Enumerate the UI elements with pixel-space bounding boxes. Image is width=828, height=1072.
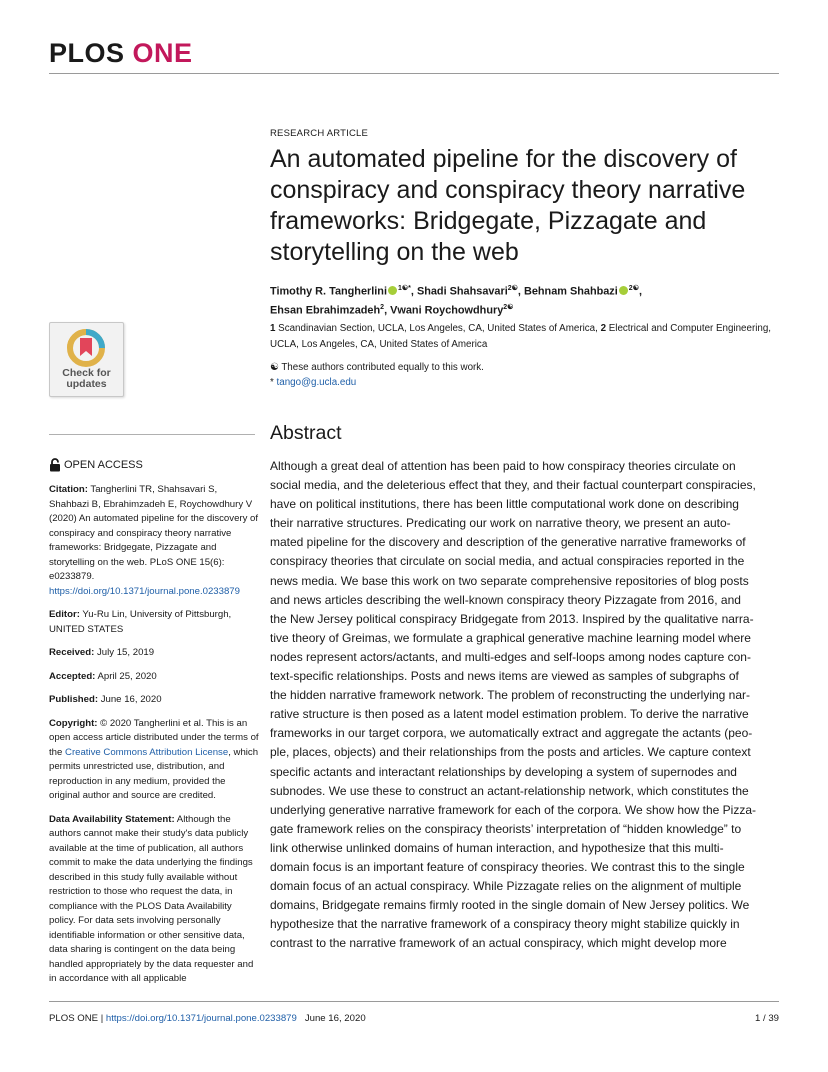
affiliation-2: Electrical and Computer Engineering, UCLA, Los Angeles, CA, United States of America <box>270 323 772 350</box>
abstract-line: Although a great deal of attention has been paid to how conspiracy theories circulate on <box>270 459 736 473</box>
data-availability-block <box>49 813 259 987</box>
affiliation-1: Scandinavian Section, UCLA, Los Angeles, CA, United States of America, <box>275 323 601 334</box>
page-number: 1 / 39 <box>754 1013 779 1024</box>
abstract-line: domains, Bridgegate remains firmly rooted in the single domain of New Jersey politics. We <box>270 898 750 913</box>
accepted-label: Accepted: <box>49 670 96 682</box>
author-name[interactable]: Shadi Shahsavari <box>416 285 508 298</box>
abstract-line: contrast to the narrative framework of an actual conspiracy, which might develop more <box>270 936 727 951</box>
footer-citation <box>49 1013 366 1024</box>
editor-block <box>49 608 259 637</box>
badge-line-2: updates <box>66 378 107 390</box>
copyright-text-2: , which permits unrestricted use, distribution, and reproduction in any medium, provided the original author and source are credited. <box>49 746 259 801</box>
license-link[interactable]: Creative Commons Attribution License <box>65 746 229 758</box>
author-notes <box>270 361 780 390</box>
abstract-line: frameworks in our target corpora, we automatically extract and aggregate the actants (peo- <box>270 726 753 741</box>
abstract-line: tive theory of Greimas, we formulate a graphical generative machine learning model where <box>270 630 751 645</box>
corresp-star: * <box>270 376 277 388</box>
abstract-heading: Abstract <box>270 422 342 444</box>
editor-text: Yu-Ru Lin, University of Pittsburgh, UNITED STATES <box>49 609 232 635</box>
footer-divider <box>49 1001 779 1002</box>
article-title: An automated pipeline for the discovery of conspiracy and conspiracy theory narrative frameworks: Bridgegate, Pizzagate and storytelling on the web <box>270 145 746 266</box>
received-block <box>49 646 259 661</box>
author-affiliation-marker: 2☯ <box>503 303 514 311</box>
badge-line-1: Check for <box>62 367 111 379</box>
abstract-line: underlying generative narrative framework for each of the corpora. We show how the Pizza- <box>270 802 757 817</box>
author-separator: , <box>384 304 391 317</box>
check-for-updates-badge[interactable] <box>49 322 124 397</box>
abstract-line: text-specific relationships. Posts and news items are viewed as samples of subgraphs of <box>270 669 739 684</box>
citation-doi-link[interactable]: https://doi.org/10.1371/journal.pone.0233879 <box>49 585 240 597</box>
open-access-label <box>49 458 143 472</box>
data-availability-text: Although the authors cannot make their study's data publicly available at the time of publication, all authors commit to make the data underlying the findings described in this study fully available without restriction to those who request the data, in compliance with the PLOS Data Availability policy. For data sets involving personally identifiable information or other sensitive data, data sharing is contingent on the data being handled appropriately by the data requester and in accordance with all applicable <box>49 813 254 984</box>
abstract-line: ple, places, objects) and their relationships from the posts and articles. We capture context <box>270 745 751 760</box>
abstract-line: their narrative structures. Predicating our work on narrative theory, we present an auto- <box>270 516 731 531</box>
citation-block <box>49 483 259 599</box>
abstract-line: social media, and the deleterious effect that they, and their factual counterpart conspiracies, <box>270 478 756 493</box>
orcid-icon[interactable] <box>388 286 397 295</box>
abstract-line: rative structure is then posed as a latent model estimation problem. To derive the narrative <box>270 707 749 722</box>
author-separator: , <box>410 285 417 298</box>
received-text: July 15, 2019 <box>97 647 155 658</box>
abstract-line: and news articles describing the well-known conspiracy theory Pizzagate from 2016, and <box>270 592 741 607</box>
article-info-sidebar <box>49 483 259 996</box>
copyright-block <box>49 717 259 804</box>
abstract-line: domain focus of an actual conspiracy. While Pizzagate relies on the alignment of multiple <box>270 879 742 894</box>
abstract-line: subnodes. We use these to construct an actant-relationship network, which constitutes the <box>270 783 749 798</box>
citation-label: Citation: <box>49 484 88 495</box>
abstract-line: gate framework relies on the conspiracy theorists’ interpretation of “hidden knowledge” to <box>270 821 742 836</box>
sidebar-divider <box>49 434 255 435</box>
citation-text: Tangherlini TR, Shahsavari S, Shahbazi B, Ebrahimzadeh E, Roychowdhury V (2020) An automated pipeline for the discovery of conspiracy and conspiracy theory narrative frameworks: Bridgegate, Pizzagate and storytelling on the web. PLoS ONE 15(6): e0233879. <box>49 484 259 582</box>
logo-plos: PLOS <box>49 38 125 68</box>
crossmark-icon <box>66 329 106 367</box>
author-name[interactable]: Ehsan Ebrahimzadeh <box>270 304 381 317</box>
published-label: Published: <box>49 694 99 705</box>
abstract-line: have on political institutions, there has been little computational work done on describing <box>270 497 739 512</box>
author-separator: , <box>517 285 524 298</box>
abstract-line: mated pipeline for the discovery and description of the generative narrative frameworks of <box>270 535 746 550</box>
open-lock-icon <box>49 458 61 472</box>
footer-doi-link[interactable]: https://doi.org/10.1371/journal.pone.0233879 <box>105 1013 297 1024</box>
abstract-line: conspiracy theories that circulate on social media, and actual conspiracies reported in the <box>270 554 745 569</box>
open-access-text: OPEN ACCESS <box>64 459 143 471</box>
author-list <box>270 281 770 318</box>
logo-one: ONE <box>132 38 193 68</box>
abstract-line: the hidden narrative framework network. The problem of reconstructing the underlying nar- <box>270 688 751 703</box>
equal-contribution-note: ☯ These authors contributed equally to this work. <box>270 362 484 373</box>
author-name[interactable]: Behnam Shahbazi <box>523 285 618 298</box>
affiliation-1-number: 1 <box>270 323 276 334</box>
author-affiliation-marker: 2☯ <box>507 285 518 292</box>
abstract-line: news media. We base this work on two separate comprehensive repositories of blog posts <box>270 573 749 588</box>
orcid-icon[interactable] <box>619 286 628 295</box>
abstract-line: hypothesize that the narrative framework of a conspiracy theory might stabilize quickly in <box>270 917 740 932</box>
corresp-email-link[interactable]: tango@g.ucla.edu <box>276 376 357 388</box>
footer-journal: PLOS ONE | <box>49 1013 106 1024</box>
data-availability-label: Data Availability Statement: <box>49 813 175 825</box>
abstract-line: nodes represent actors/actants, and multi-edges and self-loops among nodes capture con- <box>270 649 751 664</box>
author-separator: , <box>638 285 642 298</box>
affiliation-2-number: 2 <box>600 323 607 334</box>
copyright-label: Copyright: <box>49 717 98 729</box>
header-divider <box>49 73 779 74</box>
author-affiliation-marker: 1☯* <box>397 285 411 292</box>
article-type: RESEARCH ARTICLE <box>270 128 369 139</box>
abstract-body <box>270 457 780 953</box>
author-affiliation-marker: 2☯ <box>628 285 639 292</box>
affiliations <box>270 321 780 352</box>
accepted-text: April 25, 2020 <box>97 670 157 682</box>
author-affiliation-marker: 2 <box>380 303 385 311</box>
editor-label: Editor: <box>49 609 80 620</box>
journal-logo[interactable] <box>49 38 193 69</box>
abstract-line: specific actants and interactant relationships by developing a system of supernodes and <box>270 764 737 779</box>
published-block <box>49 693 259 708</box>
abstract-line: domain focus is an important feature of conspiracy theories. We contrast this to the single <box>270 859 745 874</box>
abstract-line: the New Jersey political conspiracy Bridgegate from 2013. Inspired by the qualitative narra- <box>270 611 754 626</box>
author-name[interactable]: Timothy R. Tangherlini <box>270 285 387 298</box>
published-text: June 16, 2020 <box>100 694 162 705</box>
abstract-line: link otherwise unlinked domains of human interaction, and hypothesize that this multi- <box>270 840 724 855</box>
copyright-text-1: © 2020 Tangherlini et al. This is an open access article distributed under the terms of the <box>49 717 259 758</box>
corresponding-author-note <box>270 376 780 391</box>
accepted-block <box>49 670 259 685</box>
received-label: Received: <box>49 647 95 658</box>
author-name[interactable]: Vwani Roychowdhury <box>390 304 504 317</box>
footer-date: June 16, 2020 <box>296 1013 366 1024</box>
